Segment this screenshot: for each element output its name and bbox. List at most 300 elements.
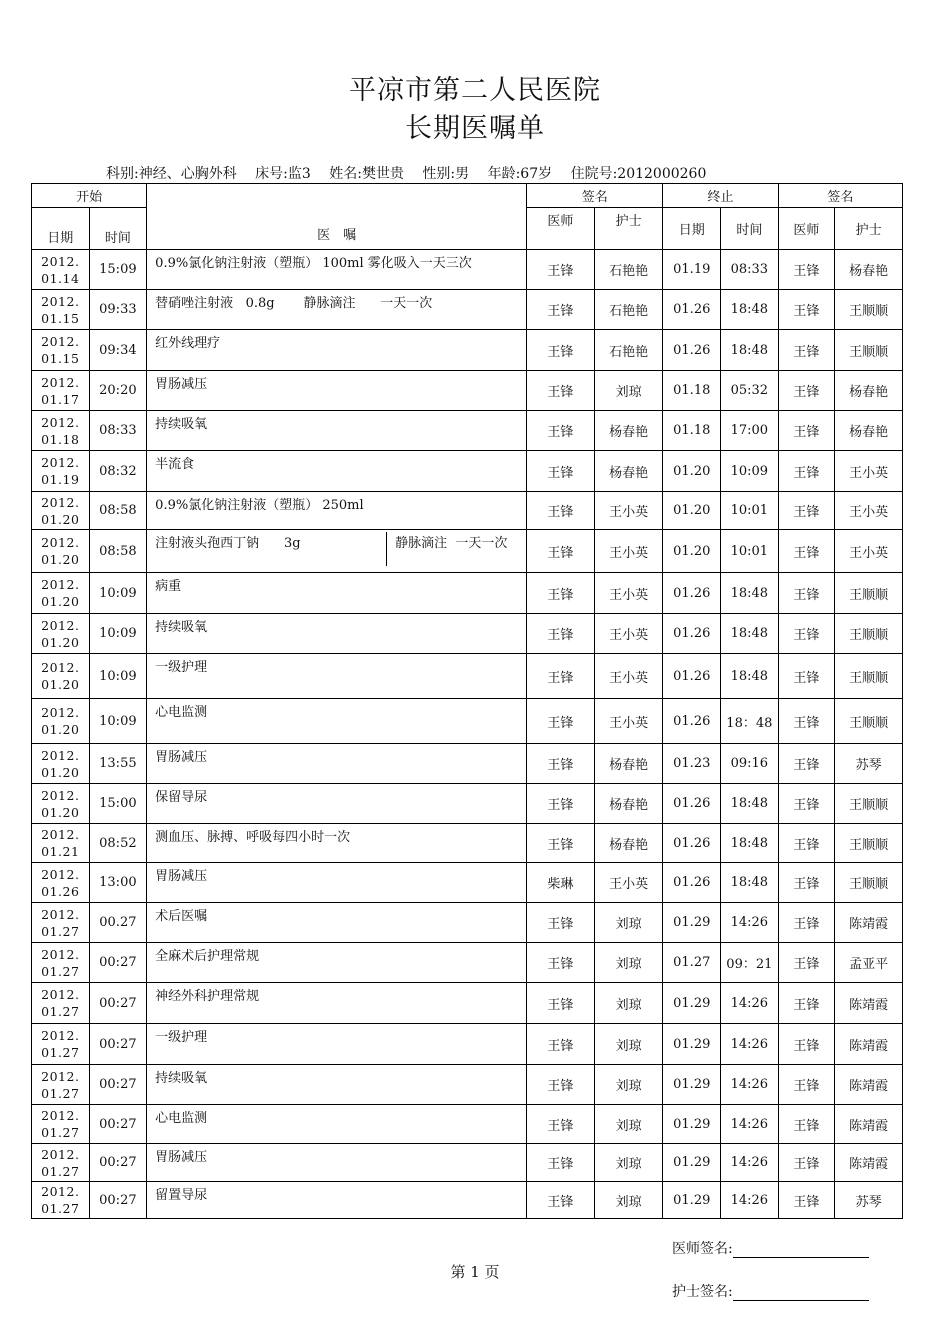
start-month-day: 01.20	[41, 552, 80, 567]
start-nurse: 刘琼	[594, 1182, 663, 1219]
order-text: 一级护理	[147, 654, 527, 699]
start-header: 开始	[32, 184, 147, 208]
start-date	[32, 863, 90, 903]
stop-time-header: 时间	[721, 208, 779, 250]
order-text-route: 静脉滴注 一天一次	[386, 532, 526, 566]
start-month-day: 01.27	[41, 1004, 80, 1019]
stop-nurse: 孟亚平	[835, 943, 903, 983]
stop-time: 17:00	[721, 411, 779, 451]
start-nurse: 杨春艳	[594, 744, 663, 784]
start-doctor: 王锋	[527, 614, 595, 654]
patient-age: 年龄:67岁	[487, 166, 553, 182]
start-nurse: 王小英	[594, 573, 663, 614]
start-time: 08:33	[89, 411, 147, 451]
stop-nurse: 杨春艳	[835, 371, 903, 411]
order-row	[32, 1144, 903, 1182]
stop-nurse: 陈靖霞	[835, 1024, 903, 1065]
patient-info	[106, 163, 720, 183]
stop-doctor: 王锋	[778, 1144, 835, 1182]
stop-doctor: 王锋	[778, 451, 835, 492]
nurse-signature-line[interactable]	[733, 1286, 869, 1301]
start-date	[32, 1144, 90, 1182]
stop-date: 01.26	[663, 824, 721, 863]
order-row	[32, 1024, 903, 1065]
start-month-day: 01.26	[41, 883, 80, 899]
order-text: 替硝唑注射液 0.8g 静脉滴注 一天一次	[147, 290, 527, 330]
stop-doctor: 王锋	[778, 983, 835, 1024]
start-time: 08:58	[89, 530, 147, 573]
start-date	[32, 250, 90, 290]
stop-nurse: 陈靖霞	[835, 983, 903, 1024]
start-time: 09:34	[89, 330, 147, 371]
order-row	[32, 330, 903, 371]
start-month-day: 01.20	[41, 634, 80, 650]
start-date	[32, 573, 90, 614]
stop-doctor: 王锋	[778, 784, 835, 824]
stop-time: 05:32	[721, 371, 779, 411]
start-time: 00:27	[89, 943, 147, 983]
start-year: 2012.	[41, 1184, 80, 1199]
start-nurse: 王小英	[594, 654, 663, 699]
hospital-name: 平凉市第二人民医院	[349, 75, 601, 106]
stop-nurse: 陈靖霞	[835, 1105, 903, 1144]
start-year: 2012.	[41, 455, 80, 470]
stop-date: 01.26	[663, 330, 721, 371]
order-row	[32, 1182, 903, 1219]
start-year: 2012.	[41, 334, 80, 349]
start-time: 10:09	[89, 614, 147, 654]
order-text: 术后医嘱	[147, 903, 527, 943]
stop-doctor: 王锋	[778, 1024, 835, 1065]
start-nurse: 石艳艳	[594, 290, 663, 330]
order-row	[32, 784, 903, 824]
page-number: 第 1 页	[450, 1263, 500, 1281]
start-doctor: 王锋	[527, 1105, 595, 1144]
time-header: 时间	[89, 208, 147, 250]
start-time: 20:20	[89, 371, 147, 411]
stop-time: 18：48	[721, 699, 779, 744]
start-time: 00:27	[89, 1024, 147, 1065]
order-text: 神经外科护理常规	[147, 983, 527, 1024]
start-doctor: 王锋	[527, 903, 595, 943]
start-year: 2012.	[41, 414, 80, 430]
start-nurse: 刘琼	[594, 943, 663, 983]
order-text: 持续吸氧	[147, 411, 527, 451]
start-date	[32, 290, 90, 330]
start-year: 2012.	[41, 374, 80, 390]
start-month-day: 01.14	[41, 270, 80, 286]
start-month-day: 01.20	[41, 764, 80, 780]
orders-table	[31, 183, 903, 1219]
start-date	[32, 330, 90, 371]
stop-doctor: 王锋	[778, 863, 835, 903]
start-doctor: 王锋	[527, 290, 595, 330]
start-date	[32, 824, 90, 863]
start-doctor: 王锋	[527, 699, 595, 744]
start-date	[32, 699, 90, 744]
start-month-day: 01.19	[41, 472, 80, 487]
stop-nurse-header: 护士	[835, 208, 903, 250]
patient-name: 姓名:樊世贵	[329, 166, 404, 182]
order-row	[32, 451, 903, 492]
start-year: 2012.	[41, 660, 80, 675]
order-text: 保留导尿	[147, 784, 527, 824]
start-month-day: 01.20	[41, 804, 80, 820]
start-month-day: 01.27	[41, 1201, 80, 1216]
order-text: 胃肠减压	[147, 744, 527, 784]
stop-nurse: 王顺顺	[835, 573, 903, 614]
start-time: 10:09	[89, 654, 147, 699]
order-text: 胃肠减压	[147, 863, 527, 903]
start-doctor: 王锋	[527, 824, 595, 863]
bed-number: 床号:监3	[255, 166, 311, 182]
start-month-day: 01.27	[41, 963, 80, 979]
start-year: 2012.	[41, 827, 80, 842]
start-time: 13:00	[89, 863, 147, 903]
doctor-signature	[672, 1238, 869, 1258]
stop-nurse: 王顺顺	[835, 330, 903, 371]
start-nurse: 杨春艳	[594, 824, 663, 863]
start-year: 2012.	[41, 253, 80, 269]
stop-nurse: 王顺顺	[835, 614, 903, 654]
start-month-day: 01.15	[41, 310, 80, 326]
start-year: 2012.	[41, 1108, 80, 1123]
stop-nurse: 王小英	[835, 492, 903, 530]
stop-nurse: 陈靖霞	[835, 1144, 903, 1182]
start-date	[32, 614, 90, 654]
start-nurse: 杨春艳	[594, 411, 663, 451]
stop-time: 18:48	[721, 290, 779, 330]
order-text: 持续吸氧	[147, 1065, 527, 1105]
stop-doctor: 王锋	[778, 699, 835, 744]
start-nurse: 刘琼	[594, 903, 663, 943]
start-time: 00:27	[89, 983, 147, 1024]
start-year: 2012.	[41, 747, 80, 763]
doctor-signature-line[interactable]	[733, 1243, 869, 1258]
stop-date: 01.26	[663, 614, 721, 654]
start-date	[32, 492, 90, 530]
stop-date: 01.26	[663, 290, 721, 330]
start-month-day: 01.20	[41, 677, 80, 692]
start-time: 00:27	[89, 1065, 147, 1105]
order-text: 心电监测	[147, 699, 527, 744]
start-year: 2012.	[41, 617, 80, 633]
stop-time: 14:26	[721, 1105, 779, 1144]
order-text: 留置导尿	[147, 1182, 527, 1219]
stop-doctor: 王锋	[778, 290, 835, 330]
stop-time: 14:26	[721, 983, 779, 1024]
start-date	[32, 1105, 90, 1144]
start-time: 10:09	[89, 573, 147, 614]
department: 科别:神经、心胸外科	[106, 166, 237, 182]
stop-date: 01.20	[663, 530, 721, 573]
stop-time: 10:09	[721, 451, 779, 492]
stop-time: 14:26	[721, 903, 779, 943]
order-text: 0.9%氯化钠注射液（塑瓶） 100ml 雾化吸入一天三次	[147, 250, 527, 290]
start-year: 2012.	[41, 577, 80, 592]
stop-date: 01.19	[663, 250, 721, 290]
order-text: 胃肠减压	[147, 371, 527, 411]
doctor-header: 医师	[527, 208, 595, 250]
start-doctor: 王锋	[527, 451, 595, 492]
start-month-day: 01.27	[41, 1163, 80, 1179]
order-text: 一级护理	[147, 1024, 527, 1065]
stop-date: 01.26	[663, 863, 721, 903]
order-text	[147, 530, 527, 573]
stop-date: 01.29	[663, 1182, 721, 1219]
order-text: 0.9%氯化钠注射液（塑瓶） 250ml	[147, 492, 527, 530]
start-nurse: 石艳艳	[594, 250, 663, 290]
doctor-signature-label: 医师签名:	[672, 1241, 733, 1257]
stop-nurse: 王顺顺	[835, 699, 903, 744]
stop-doctor: 王锋	[778, 943, 835, 983]
stop-nurse: 杨春艳	[835, 250, 903, 290]
stop-date: 01.26	[663, 654, 721, 699]
start-month-day: 01.27	[41, 1125, 80, 1140]
start-time: 00:27	[89, 1144, 147, 1182]
nurse-signature-label: 护士签名:	[672, 1284, 733, 1300]
start-date	[32, 451, 90, 492]
stop-nurse: 苏琴	[835, 744, 903, 784]
order-row	[32, 614, 903, 654]
sign-header: 签名	[527, 184, 663, 208]
order-rows	[32, 250, 903, 1219]
stop-nurse: 陈靖霞	[835, 903, 903, 943]
start-nurse: 王小英	[594, 863, 663, 903]
start-month-day: 01.20	[41, 722, 80, 737]
order-row	[32, 744, 903, 784]
stop-date: 01.18	[663, 411, 721, 451]
stop-date: 01.26	[663, 573, 721, 614]
start-doctor: 柴琳	[527, 863, 595, 903]
stop-date: 01.26	[663, 699, 721, 744]
stop-nurse: 王顺顺	[835, 290, 903, 330]
stop-time: 14:26	[721, 1024, 779, 1065]
start-month-day: 01.27	[41, 1045, 80, 1060]
start-doctor: 王锋	[527, 530, 595, 573]
stop-doctor: 王锋	[778, 330, 835, 371]
start-doctor: 王锋	[527, 371, 595, 411]
order-text: 半流食	[147, 451, 527, 492]
stop-nurse: 杨春艳	[835, 411, 903, 451]
order-row	[32, 250, 903, 290]
stop-date: 01.27	[663, 943, 721, 983]
start-date	[32, 943, 90, 983]
order-header: 医 嘱	[147, 184, 527, 250]
start-date	[32, 744, 90, 784]
order-text: 胃肠减压	[147, 1144, 527, 1182]
stop-time: 14:26	[721, 1065, 779, 1105]
stop-time: 18:48	[721, 330, 779, 371]
stop-nurse: 王顺顺	[835, 863, 903, 903]
start-doctor: 王锋	[527, 744, 595, 784]
start-time: 08:58	[89, 492, 147, 530]
order-text: 病重	[147, 573, 527, 614]
order-row	[32, 983, 903, 1024]
stop-date: 01.29	[663, 1144, 721, 1182]
stop-time: 18:48	[721, 863, 779, 903]
stop-nurse: 王顺顺	[835, 654, 903, 699]
start-year: 2012.	[41, 293, 80, 309]
start-doctor: 王锋	[527, 573, 595, 614]
stop-nurse: 王小英	[835, 451, 903, 492]
start-date	[32, 1182, 90, 1219]
stop-date: 01.29	[663, 1065, 721, 1105]
start-date	[32, 530, 90, 573]
stop-doctor: 王锋	[778, 614, 835, 654]
stop-sign-header: 签名	[778, 184, 902, 208]
start-year: 2012.	[41, 987, 80, 1002]
stop-time: 18:48	[721, 573, 779, 614]
start-month-day: 01.27	[41, 1085, 80, 1101]
start-month-day: 01.21	[41, 844, 80, 859]
start-nurse: 王小英	[594, 614, 663, 654]
order-row	[32, 1105, 903, 1144]
order-text: 全麻术后护理常规	[147, 943, 527, 983]
stop-doctor: 王锋	[778, 903, 835, 943]
start-month-day: 01.15	[41, 351, 80, 366]
stop-doctor: 王锋	[778, 411, 835, 451]
stop-date: 01.29	[663, 1024, 721, 1065]
order-text: 红外线理疗	[147, 330, 527, 371]
order-row	[32, 943, 903, 983]
stop-date: 01.18	[663, 371, 721, 411]
start-date	[32, 654, 90, 699]
stop-time: 18:48	[721, 654, 779, 699]
start-time: 08:52	[89, 824, 147, 863]
start-month-day: 01.20	[41, 511, 80, 527]
stop-nurse: 陈靖霞	[835, 1065, 903, 1105]
start-doctor: 王锋	[527, 983, 595, 1024]
start-date	[32, 784, 90, 824]
order-text-main: 注射液头孢西丁钠 3g	[155, 536, 301, 551]
stop-time: 09:16	[721, 744, 779, 784]
start-month-day: 01.17	[41, 391, 80, 407]
start-nurse: 刘琼	[594, 371, 663, 411]
start-year: 2012.	[41, 535, 80, 550]
stop-doctor-header: 医师	[778, 208, 835, 250]
order-row	[32, 903, 903, 943]
order-row	[32, 290, 903, 330]
stop-doctor: 王锋	[778, 573, 835, 614]
start-nurse: 刘琼	[594, 1105, 663, 1144]
stop-doctor: 王锋	[778, 250, 835, 290]
order-row	[32, 411, 903, 451]
stop-time: 08:33	[721, 250, 779, 290]
start-time: 08:32	[89, 451, 147, 492]
order-row	[32, 863, 903, 903]
start-date	[32, 371, 90, 411]
stop-doctor: 王锋	[778, 530, 835, 573]
form-title: 长期医嘱单	[405, 113, 545, 144]
stop-time: 18:48	[721, 614, 779, 654]
order-row	[32, 824, 903, 863]
start-year: 2012.	[41, 494, 80, 510]
start-year: 2012.	[41, 906, 80, 922]
stop-time: 14:26	[721, 1144, 779, 1182]
stop-time: 18:48	[721, 784, 779, 824]
start-nurse: 刘琼	[594, 1144, 663, 1182]
start-time: 00:27	[89, 1105, 147, 1144]
start-doctor: 王锋	[527, 654, 595, 699]
stop-nurse: 王顺顺	[835, 784, 903, 824]
start-date	[32, 1065, 90, 1105]
start-doctor: 王锋	[527, 492, 595, 530]
stop-date: 01.20	[663, 492, 721, 530]
stop-time: 18:48	[721, 824, 779, 863]
start-doctor: 王锋	[527, 784, 595, 824]
start-year: 2012.	[41, 1146, 80, 1162]
stop-doctor: 王锋	[778, 654, 835, 699]
start-nurse: 王小英	[594, 530, 663, 573]
start-doctor: 王锋	[527, 411, 595, 451]
start-date	[32, 1024, 90, 1065]
stop-time: 10:01	[721, 492, 779, 530]
stop-date: 01.23	[663, 744, 721, 784]
start-doctor: 王锋	[527, 1182, 595, 1219]
stop-date: 01.29	[663, 903, 721, 943]
start-nurse: 刘琼	[594, 983, 663, 1024]
stop-doctor: 王锋	[778, 1182, 835, 1219]
stop-date: 01.20	[663, 451, 721, 492]
start-time: 15:09	[89, 250, 147, 290]
start-year: 2012.	[41, 946, 80, 962]
start-month-day: 01.18	[41, 431, 80, 447]
stop-doctor: 王锋	[778, 371, 835, 411]
start-nurse: 杨春艳	[594, 784, 663, 824]
start-nurse: 石艳艳	[594, 330, 663, 371]
stop-nurse: 王小英	[835, 530, 903, 573]
date-header: 日期	[32, 208, 90, 250]
stop-time: 10:01	[721, 530, 779, 573]
start-date	[32, 411, 90, 451]
order-row	[32, 654, 903, 699]
start-time: 00:27	[89, 1182, 147, 1219]
start-nurse: 王小英	[594, 699, 663, 744]
start-year: 2012.	[41, 866, 80, 882]
start-time: 13:55	[89, 744, 147, 784]
start-month-day: 01.27	[41, 923, 80, 939]
stop-time: 14:26	[721, 1182, 779, 1219]
nurse-header: 护士	[594, 208, 663, 250]
start-date	[32, 983, 90, 1024]
nurse-signature	[672, 1281, 869, 1301]
start-doctor: 王锋	[527, 943, 595, 983]
stop-doctor: 王锋	[778, 492, 835, 530]
stop-header: 终止	[663, 184, 778, 208]
order-row	[32, 699, 903, 744]
start-time: 10:09	[89, 699, 147, 744]
start-nurse: 杨春艳	[594, 451, 663, 492]
start-month-day: 01.20	[41, 594, 80, 609]
order-row	[32, 573, 903, 614]
start-nurse: 王小英	[594, 492, 663, 530]
start-year: 2012.	[41, 705, 80, 720]
stop-nurse: 苏琴	[835, 1182, 903, 1219]
stop-date: 01.29	[663, 1105, 721, 1144]
start-nurse: 刘琼	[594, 1024, 663, 1065]
stop-doctor: 王锋	[778, 1105, 835, 1144]
order-row	[32, 530, 903, 573]
stop-date: 01.29	[663, 983, 721, 1024]
patient-gender: 性别:男	[422, 166, 470, 182]
order-text: 持续吸氧	[147, 614, 527, 654]
start-doctor: 王锋	[527, 1144, 595, 1182]
start-doctor: 王锋	[527, 250, 595, 290]
start-time: 00.27	[89, 903, 147, 943]
start-nurse: 刘琼	[594, 1065, 663, 1105]
admission-number: 住院号:2012000260	[570, 166, 707, 182]
